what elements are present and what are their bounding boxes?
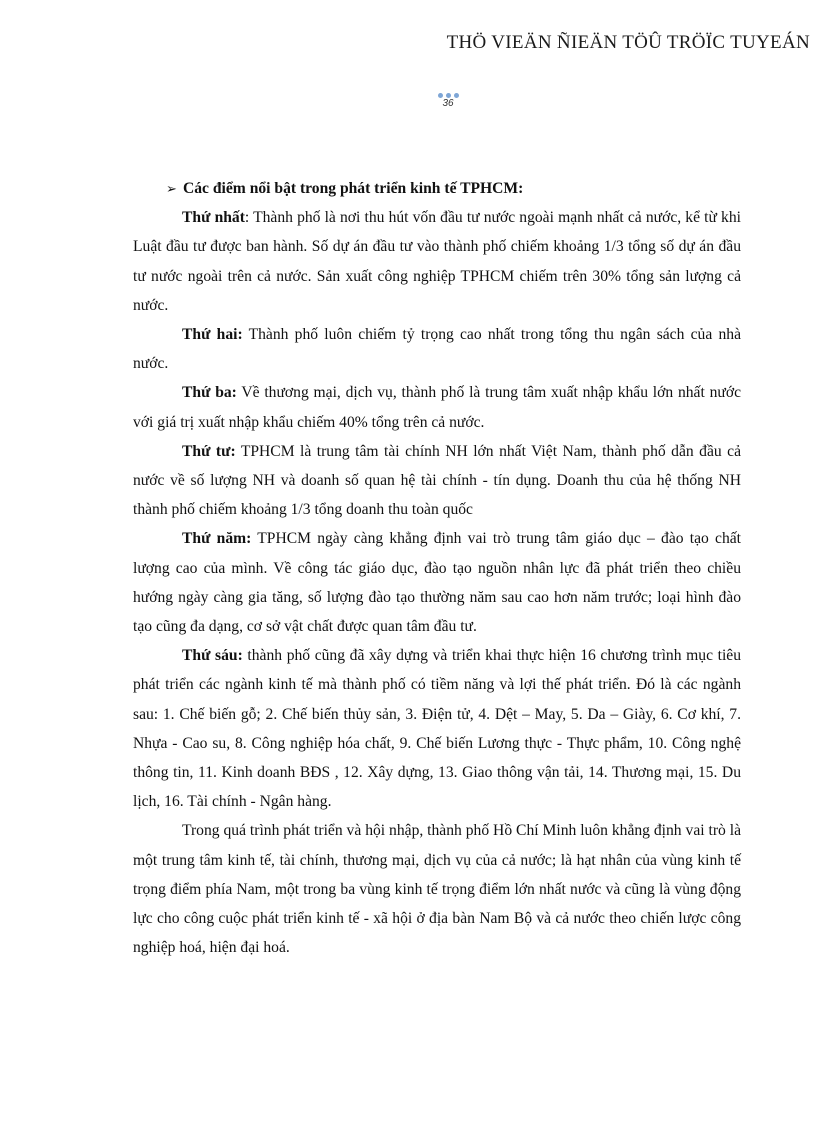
section-heading-text: Các điểm nổi bật trong phát triển kinh tế TPHCM: [183,180,524,197]
library-header-title: THÖ VIEÄN ÑIEÄN TÖÛ TRÖÏC TUYEÁN [446,32,810,53]
paragraph-text: Về thương mại, dịch vụ, thành phố là trung tâm xuất nhập khẩu lớn nhất nước với giá trị xuất nhập khẩu chiếm 40% tổng trên cả nước. [133,384,741,431]
paragraph-text: Trong quá trình phát triển và hội nhập, thành phố Hồ Chí Minh luôn khẳng định vai trò là một trung tâm kinh tế, tài chính, thương mại, dịch vụ của cả nước; là hạt nhân của vùng kinh tế trọng điểm phía Nam, một trong ba vùng kinh tế trọng điểm lớn nhất nước và cũng là vùng động lực cho công cuộc phát triển kinh tế - xã hội ở địa bàn Nam Bộ và cả nước theo chiến lược công nghiệp hoá, hiện đại hoá. [133,822,741,957]
paragraph-text: Thành phố luôn chiếm tỷ trọng cao nhất trong tổng thu ngân sách của nhà nước. [133,326,741,373]
paragraph-third [133,378,741,436]
paragraph-text: : Thành phố là nơi thu hút vốn đầu tư nước ngoài mạnh nhất cả nước, kể từ khi Luật đầu tư được ban hành. Số dự án đầu tư vào thành phố chiếm khoảng 1/3 tổng số dự án đầu tư nước ngoài trên cả nước. Sản xuất công nghiệp TPHCM chiếm trên 30% tổng sản lượng cả nước. [133,209,741,314]
paragraph-lead: Thứ nhất [182,209,245,227]
paragraph-lead: Thứ năm: [182,530,252,548]
paragraph-lead: Thứ tư: [182,442,236,460]
paragraph-text: TPHCM là trung tâm tài chính NH lớn nhất Việt Nam, thành phố dẫn đầu cả nước về số lượng NH và doanh số quan hệ tài chính - tín dụng. Doanh thu của hệ thống NH thành phố chiếm khoảng 1/3 tổng doanh thu toàn quốc [133,442,741,519]
arrow-bullet-icon: ➢ [166,181,177,196]
paragraph-fourth [133,437,741,525]
document-body [133,174,741,962]
paragraph-text: TPHCM ngày càng khẳng định vai trò trung tâm giáo dục – đào tạo chất lượng cao của mình. Về công tác giáo dục, đào tạo nguồn nhân lực đã phát triển theo chiều hướng ngày càng gia tăng, số lượng đào tạo thường năm sau cao hơn năm trước; loại hình đào tạo cũng đa dạng, cơ sở vật chất được quan tâm đầu tư. [133,530,742,636]
paragraph-conclusion [133,816,741,962]
section-heading [133,174,741,203]
paragraph-lead: Thứ sáu: [182,647,243,665]
paragraph-text: thành phố cũng đã xây dựng và triển khai thực hiện 16 chương trình mục tiêu phát triển các ngành kinh tế mà thành phố có tiềm năng và lợi thế phát triển. Đó là các ngành sau: 1. Chế biến gỗ; 2. Chế biến thủy sản, 3. Điện tử, 4. Dệt – May, 5. Da – Giày, 6. Cơ khí, 7. Nhựa - Cao su, 8. Công nghiệp hóa chất, 9. Chế biến Lương thực - Thực phẩm, 10. Công nghệ thông tin, 11. Kinh doanh BĐS , 12. Xây dựng, 13. Giao thông vận tải, 14. Thương mại, 15. Du lịch, 16. Tài chính - Ngân hàng. [133,647,742,811]
paragraph-second [133,320,741,378]
paragraph-sixth [133,641,741,816]
page-number: 36 [442,98,454,109]
paragraph-fifth [133,524,741,641]
paragraph-lead: Thứ ba: [182,384,237,402]
paragraph-first [133,203,741,320]
paragraph-lead: Thứ hai: [182,326,243,344]
page-marker [428,93,468,109]
